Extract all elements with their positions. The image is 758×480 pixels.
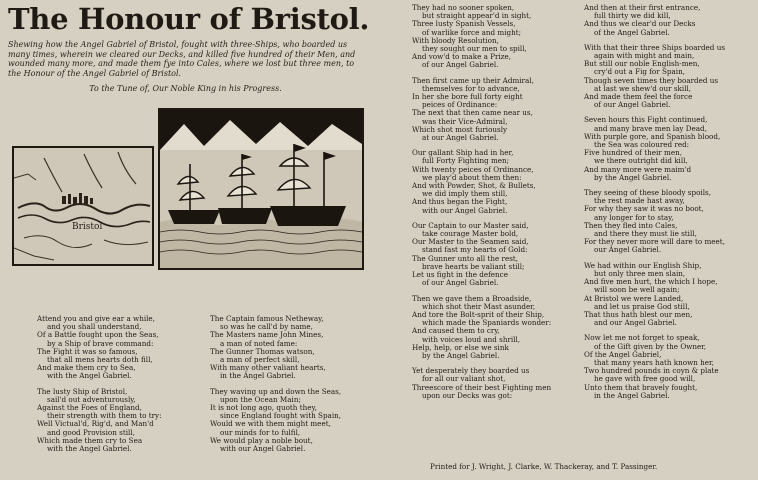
verse-line: in the Angel Gabriel. <box>594 390 670 400</box>
verse-line: by the Angel Gabriel. <box>422 350 500 360</box>
verse-line: The Captain famous Netheway, <box>210 314 324 323</box>
verse-line: In her she bore full forty eight <box>412 92 523 102</box>
verse-line: that many years hath known her, <box>594 357 714 367</box>
verse-line: their strength with them to try: <box>47 411 162 421</box>
stanza <box>412 222 580 288</box>
verse-line: Attend you and give ear a while, <box>37 314 155 323</box>
verse-line: Help, help, or else we sink <box>412 342 509 352</box>
verse-line: And make them cry to Sea, <box>37 363 136 373</box>
verse-line: stand fast my hearts of Gold: <box>422 245 528 255</box>
stanza <box>412 149 580 215</box>
stanza <box>584 116 756 182</box>
stanza <box>584 4 756 37</box>
verse-line: since England fought with Spain, <box>220 411 342 421</box>
stanza <box>37 315 205 381</box>
verse-line: Yet desperately they boarded us <box>412 366 530 376</box>
verse-line: we play'd about them then: <box>422 172 522 182</box>
verse-line: Of the Angel Gabriel, <box>584 349 662 359</box>
tune-line: To the Tune of, Our Noble King in his Progress. <box>89 84 282 93</box>
verse-line: Threescore of their best Fighting men <box>412 382 552 392</box>
verse-line: They had no sooner spoken, <box>412 3 515 12</box>
verse-line: Unto them that bravely fought, <box>584 382 698 392</box>
verse-line: in the Angel Gabriel. <box>220 371 296 381</box>
verse-column-2 <box>210 315 370 460</box>
verse-line: Our Master to the Seamen said, <box>412 237 529 247</box>
verse-line: It is not long ago, quoth they, <box>210 403 317 413</box>
verse-line: And then at their first entrance, <box>584 3 701 12</box>
verse-line: was their Vice-Admiral, <box>422 116 508 126</box>
verse-column-3 <box>412 4 580 407</box>
verse-line: With that their three Ships boarded us <box>584 42 726 52</box>
verse-line: will soon be well again; <box>594 285 680 295</box>
stanza <box>412 77 580 143</box>
verse-line: and many brave men lay Dead, <box>594 123 707 133</box>
verse-line: with voices loud and shrill, <box>422 334 521 344</box>
verse-line: Though seven times they boarded us <box>584 75 719 85</box>
verse-line: and our Angel Gabriel. <box>594 318 677 328</box>
verse-line: but straight appear'd in sight, <box>422 11 532 21</box>
verse-line: Let us fight in the defence <box>412 270 508 280</box>
verse-line: cry'd out a Fig for Spain, <box>594 67 685 77</box>
stanza <box>210 388 370 454</box>
verse-line: Five hundred of their men, <box>584 148 682 158</box>
verse-line: With bloody Resolution, <box>412 35 499 45</box>
verse-line: Our gallant Ship had in her, <box>412 148 514 158</box>
verse-line: Then first came up their Admiral, <box>412 75 534 85</box>
verse-line: And many more were maim'd <box>584 164 692 174</box>
verse-line: a man of noted fame: <box>220 338 298 348</box>
verse-line: And thus began the Fight, <box>412 197 508 207</box>
verse-column-4 <box>584 4 756 407</box>
verse-line: brave hearts be valiant still; <box>422 261 525 271</box>
verse-line: again with might and main, <box>594 51 695 61</box>
stanza <box>412 367 580 400</box>
stanza <box>584 334 756 400</box>
verse-line: Then we gave them a Broadside, <box>412 293 532 303</box>
stanza <box>584 44 756 110</box>
verse-line: Seven hours this Fight continued, <box>584 115 708 125</box>
verse-line: Our Captain to our Master said, <box>412 220 529 230</box>
verse-line: Against the Foes of England, <box>37 403 142 413</box>
verse-line: of warlike force and might; <box>422 27 522 37</box>
verse-line: The Masters name John Mines, <box>210 330 324 340</box>
verse-line: the Sea was coloured red: <box>594 140 690 150</box>
verse-line: Now let me not forget to speak, <box>584 333 700 343</box>
verse-line: And five men hurt, the which I hope, <box>584 277 718 287</box>
verse-line: by the Angel Gabriel. <box>594 172 672 182</box>
ships-battle-woodcut <box>158 108 364 270</box>
verse-line: And tore the Bolt-sprit of their Ship, <box>412 309 545 319</box>
verse-line: with the Angel Gabriel. <box>47 371 132 381</box>
verse-line: of the Gift given by the Owner, <box>594 341 707 351</box>
verse-line: so was he call'd by name, <box>220 322 313 332</box>
verse-line: which made the Spaniards wonder: <box>422 318 552 328</box>
verse-line: For they never more will dare to meet, <box>584 237 725 247</box>
verse-line: Would we with them might meet, <box>210 419 331 429</box>
stanza <box>412 295 580 361</box>
stanza <box>412 4 580 70</box>
verse-line: But still our noble English-men, <box>584 59 700 69</box>
verse-line: That thus hath blest our men, <box>584 309 693 319</box>
map-illustration <box>14 148 152 264</box>
verse-line: With twenty peices of Ordinance, <box>412 164 534 174</box>
verse-line: The next that then came near us, <box>412 108 533 118</box>
verse-line: our Angel Gabriel. <box>594 245 662 255</box>
verse-line: And made them feel the force <box>584 92 693 102</box>
verse-line: of the Angel Gabriel. <box>594 27 670 37</box>
verse-line: full Forty Fighting men; <box>422 156 510 166</box>
verse-line: Two hundred pounds in coyn & plate <box>584 366 719 376</box>
verse-line: with our Angel Gabriel. <box>220 444 306 454</box>
verse-line: at last we shew'd our skill, <box>594 83 692 93</box>
verse-line: of our Angel Gabriel. <box>422 60 499 70</box>
verse-line: and good Provision still, <box>47 427 135 437</box>
verse-line: They waving up and down the Seas, <box>210 386 342 396</box>
map-label: Bristol <box>72 222 103 232</box>
printer-imprint: Printed for J. Wright, J. Clarke, W. Thackeray, and T. Passinger. <box>430 462 658 471</box>
verse-line: Then they fled into Cales, <box>584 220 678 230</box>
verse-line: and there they must lie still, <box>594 229 697 239</box>
verse-line: with the Angel Gabriel. <box>47 444 132 454</box>
verse-line: And with Powder, Shot, & Bullets, <box>412 181 536 191</box>
verse-line: our minds for to fulfil, <box>220 427 301 437</box>
verse-line: sail'd out adventurously, <box>47 394 136 404</box>
verse-line: And thus we clear'd our Decks <box>584 19 696 29</box>
verse-line: With many other valiant hearts, <box>210 363 326 373</box>
verse-line: by a Ship of brave command: <box>47 338 154 348</box>
verse-line: and let us praise God still, <box>594 301 690 311</box>
verse-line: upon our Decks was got: <box>422 390 513 400</box>
verse-line: for all our valiant shot, <box>422 374 506 384</box>
verse-line: any longer for to stay, <box>594 212 674 222</box>
ships-illustration <box>160 110 362 268</box>
stanza <box>584 189 756 255</box>
verse-line: Which shot most furiously <box>412 124 508 134</box>
verse-line: And caused them to cry, <box>412 326 500 336</box>
verse-line: The lusty Ship of Bristol, <box>37 386 128 396</box>
verse-line: peices of Ordinance: <box>422 100 498 110</box>
stanza <box>37 388 205 454</box>
verse-line: but only three men slain, <box>594 268 686 278</box>
verse-line: that all mens hearts doth fill, <box>47 355 153 365</box>
verse-line: At Bristol we were Landed, <box>584 293 684 303</box>
verse-line: with our Angel Gabriel. <box>422 205 508 215</box>
verse-line: themselves for to advance, <box>422 83 520 93</box>
verse-line: we did imply them still, <box>422 189 508 199</box>
verse-line: which shot their Mast asunder, <box>422 301 536 311</box>
stanza <box>210 315 370 381</box>
verse-line: Which made them cry to Sea <box>37 435 143 445</box>
verse-line: take courage Master bold, <box>422 229 519 239</box>
verse-line: For why they saw it was no boot, <box>584 204 704 214</box>
bristol-map-woodcut <box>12 146 154 266</box>
verse-line: Three lusty Spanish Vessels, <box>412 19 516 29</box>
verse-line: With purple gore, and Spanish blood, <box>584 131 721 141</box>
verse-line: full thirty we did kill, <box>594 11 671 21</box>
verse-line: And vow'd to make a Prize, <box>412 52 512 62</box>
verse-line: a man of perfect skill, <box>220 355 300 365</box>
verse-line: upon the Ocean Main; <box>220 394 301 404</box>
stanza <box>584 262 756 328</box>
verse-line: We would play a noble bout, <box>210 435 313 445</box>
verse-line: Of a Battle fought upon the Seas, <box>37 330 159 340</box>
verse-line: we there outright did kill, <box>594 156 688 166</box>
verse-line: The Gunner Thomas watson, <box>210 346 315 356</box>
verse-line: at our Angel Gabriel. <box>422 133 499 143</box>
verse-line: of our Angel Gabriel. <box>594 100 671 110</box>
verse-line: and you shall understand, <box>47 322 142 332</box>
verse-line: The Fight it was so famous, <box>37 346 138 356</box>
verse-line: they sought our men to spill, <box>422 44 527 54</box>
verse-line: Well Victual'd, Rig'd, and Man'd <box>37 419 154 429</box>
verse-line: the rest made hast away, <box>594 196 685 206</box>
verse-line: he gave with free good will, <box>594 374 696 384</box>
verse-line: We had within our English Ship, <box>584 260 702 270</box>
ballad-title: The Honour of Bristol. <box>8 2 370 36</box>
verse-line: of our Angel Gabriel. <box>422 278 499 288</box>
verse-column-1 <box>37 315 205 460</box>
verse-line: The Gunner unto all the rest, <box>412 253 519 263</box>
ballad-subtitle: Shewing how the Angel Gabriel of Bristol, fought with three-Ships, who boarded us many times, wherein we cleared our Decks, and killed five hundred of their Men, and wounded many more, and made them fye into Cales, where we lost but three men, to the Honour of the Angel Gabriel of Bristol. <box>8 40 356 78</box>
verse-line: They seeing of these bloody spoils, <box>584 188 711 198</box>
